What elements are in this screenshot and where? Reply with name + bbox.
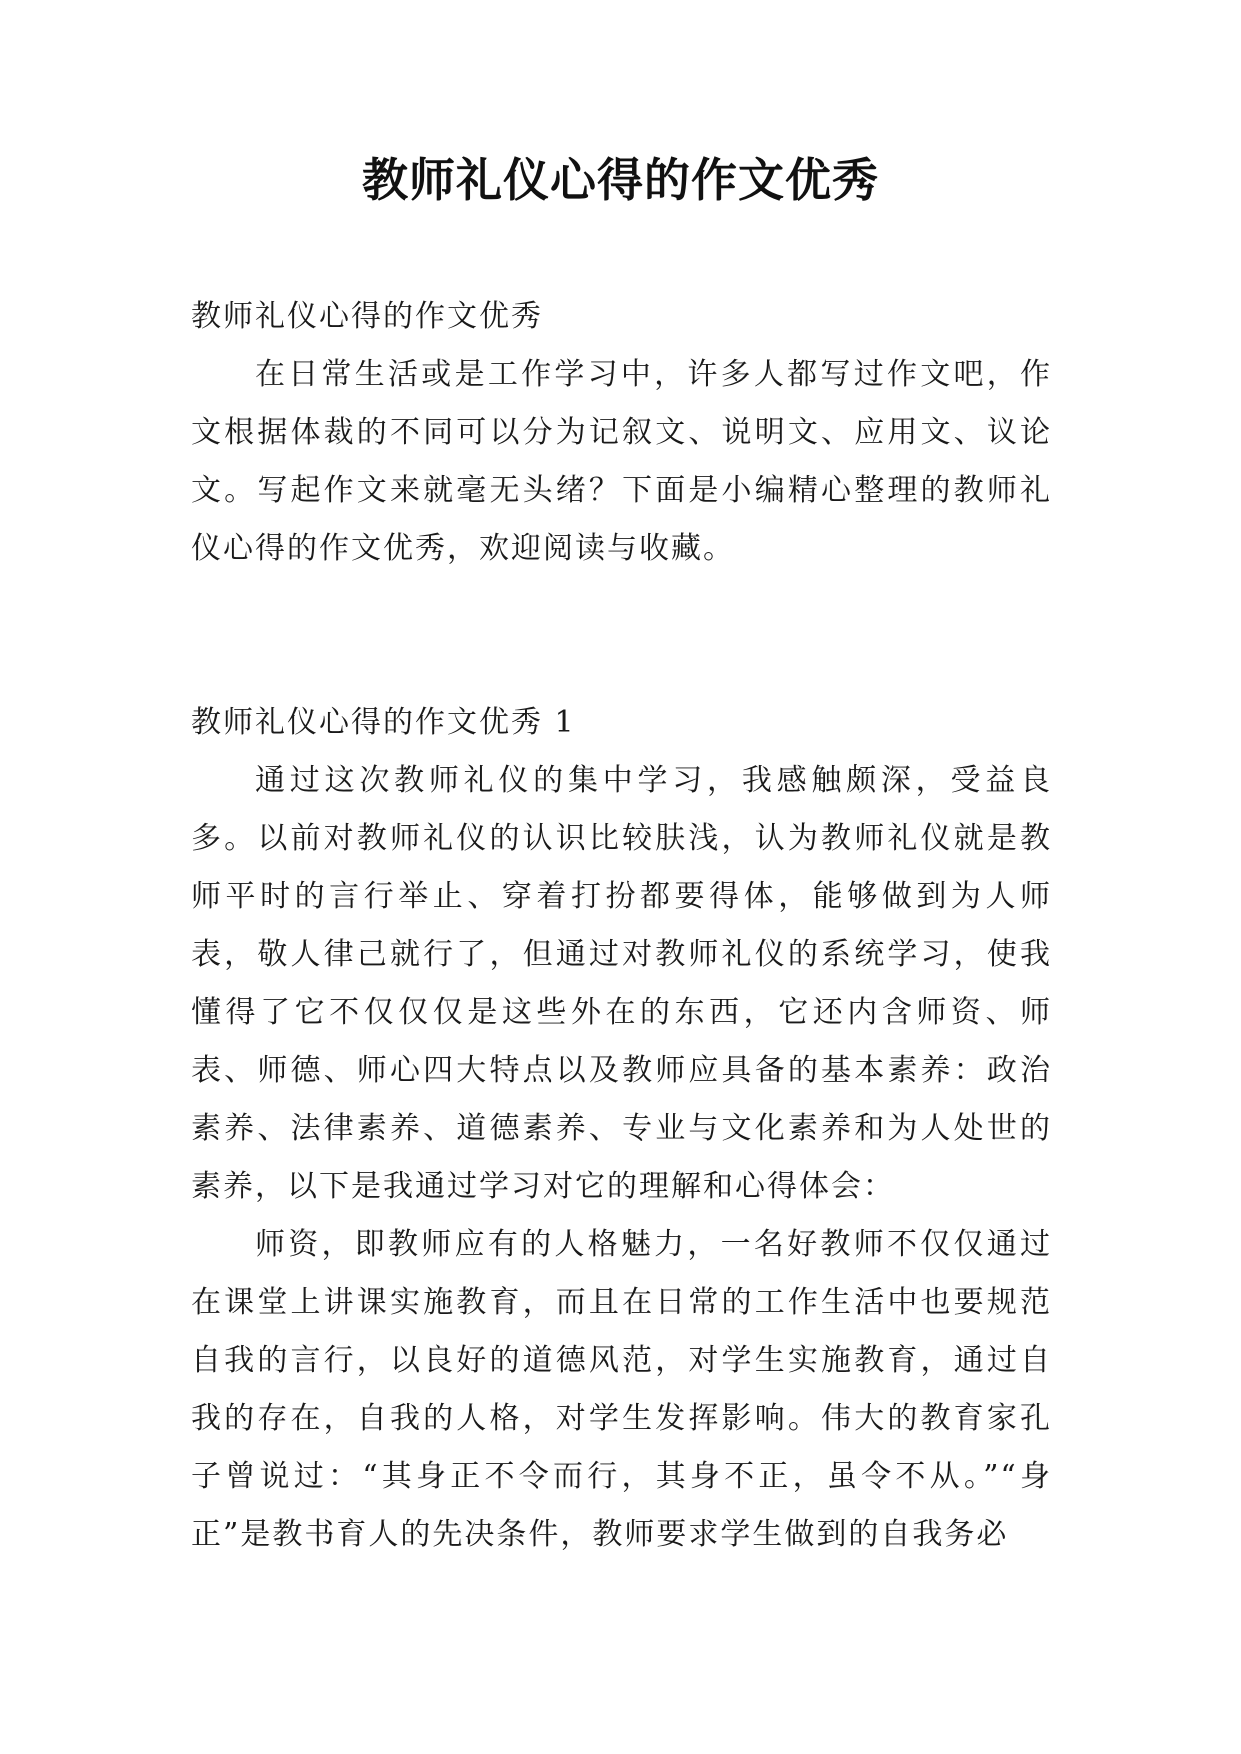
intro-paragraph: 在日常生活或是工作学习中，许多人都写过作文吧，作文根据体裁的不同可以分为记叙文、说明文、应用文、议论文。写起作文来就毫无头绪？下面是小编精心整理的教师礼仪心得的作文优秀，欢迎阅读与收藏。 — [191, 357, 1052, 566]
document-title: 教师礼仪心得的作文优秀 — [362, 153, 879, 207]
body-paragraph: 师资，即教师应有的人格魅力，一名好教师不仅仅通过在课堂上讲课实施教育，而且在日常的工作生活中也要规范自我的言行，以良好的道德风范，对学生实施教育，通过自我的存在，自我的人格，对学生发挥影响。伟大的教育家孔子曾说过：“其身正不令而行，其身不正，虽令不从。”“身正”是教书育人的先决条件，教师要求学生做到的自我务必 — [191, 1227, 1052, 1552]
section-heading: 教师礼仪心得的作文优秀 1 — [191, 705, 576, 740]
document-body — [191, 288, 1052, 1564]
intro-heading: 教师礼仪心得的作文优秀 — [191, 299, 543, 334]
section-spacer — [191, 578, 1052, 694]
body-paragraph: 通过这次教师礼仪的集中学习，我感触颇深，受益良多。以前对教师礼仪的认识比较肤浅，认为教师礼仪就是教师平时的言行举止、穿着打扮都要得体，能够做到为人师表，敬人律己就行了，但通过对教师礼仪的系统学习，使我懂得了它不仅仅仅是这些外在的东西，它还内含师资、师表、师德、师心四大特点以及教师应具备的基本素养：政治素养、法律素养、道德素养、专业与文化素养和为人处世的素养，以下是我通过学习对它的理解和心得体会： — [191, 763, 1052, 1204]
